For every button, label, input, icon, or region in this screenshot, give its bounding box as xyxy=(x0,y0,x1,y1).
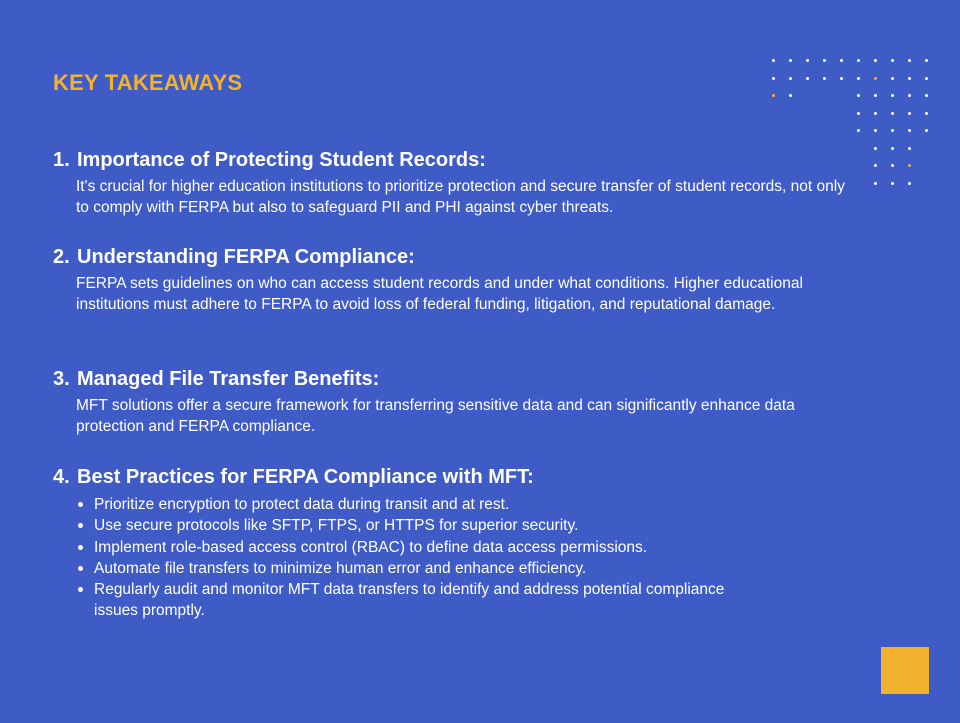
grid-dot xyxy=(908,129,911,132)
list-item: Implement role-based access control (RBAC) to define data access permissions. xyxy=(76,537,774,558)
takeaway-section-2 xyxy=(53,244,853,315)
grid-dot xyxy=(857,59,860,62)
grid-dot xyxy=(908,182,911,185)
section-heading xyxy=(53,464,853,490)
grid-dot xyxy=(806,77,809,80)
grid-dot xyxy=(908,94,911,97)
grid-dot xyxy=(891,182,894,185)
grid-dot xyxy=(874,59,877,62)
section-heading xyxy=(53,147,853,173)
grid-dot xyxy=(874,147,877,150)
section-body: MFT solutions offer a secure framework for transferring sensitive data and can significantly enhance data protection and FERPA compliance. xyxy=(76,397,795,435)
best-practices-list xyxy=(76,494,853,622)
grid-dot xyxy=(772,77,775,80)
grid-dot xyxy=(857,77,860,80)
grid-dot xyxy=(840,77,843,80)
grid-dot xyxy=(925,94,928,97)
section-body: FERPA sets guidelines on who can access student records and under what conditions. Higher educational institutions must adhere to FERPA to avoid loss of federal funding, litigation, and reputational damage. xyxy=(76,275,803,313)
grid-dot xyxy=(823,59,826,62)
grid-dot xyxy=(840,59,843,62)
grid-dot xyxy=(908,164,911,167)
section-title: Understanding FERPA Compliance: xyxy=(77,246,415,268)
grid-dot xyxy=(772,59,775,62)
grid-dot xyxy=(908,147,911,150)
grid-dot xyxy=(908,112,911,115)
grid-dot xyxy=(857,94,860,97)
grid-dot xyxy=(789,94,792,97)
decorative-accent-square xyxy=(881,647,929,694)
list-item: Prioritize encryption to protect data during transit and at rest. xyxy=(76,494,774,515)
section-body: It's crucial for higher education institutions to prioritize protection and secure transfer of student records, not only to comply with FERPA but also to safeguard PII and PHI against cyber threats. xyxy=(76,178,845,216)
takeaway-section-3 xyxy=(53,366,853,437)
grid-dot xyxy=(891,129,894,132)
section-number: 2. xyxy=(53,246,70,268)
grid-dot xyxy=(874,164,877,167)
grid-dot xyxy=(925,129,928,132)
section-number: 1. xyxy=(53,149,70,171)
takeaway-section-1 xyxy=(53,147,853,218)
grid-dot xyxy=(806,59,809,62)
section-title: Managed File Transfer Benefits: xyxy=(77,368,380,390)
list-item: Regularly audit and monitor MFT data transfers to identify and address potential compliance issues promptly. xyxy=(76,579,734,622)
grid-dot xyxy=(823,77,826,80)
list-item: Use secure protocols like SFTP, FTPS, or HTTPS for superior security. xyxy=(76,515,774,536)
grid-dot xyxy=(925,77,928,80)
grid-dot xyxy=(908,59,911,62)
grid-dot xyxy=(874,112,877,115)
grid-dot xyxy=(891,94,894,97)
grid-dot xyxy=(857,129,860,132)
grid-dot xyxy=(874,94,877,97)
grid-dot xyxy=(891,59,894,62)
grid-dot xyxy=(891,112,894,115)
section-heading xyxy=(53,366,853,392)
list-item: Automate file transfers to minimize human error and enhance efficiency. xyxy=(76,558,774,579)
grid-dot xyxy=(925,59,928,62)
section-number: 3. xyxy=(53,368,70,390)
grid-dot xyxy=(874,129,877,132)
page-title: KEY TAKEAWAYS xyxy=(53,70,243,95)
grid-dot xyxy=(925,112,928,115)
grid-dot xyxy=(891,147,894,150)
takeaway-section-4 xyxy=(53,464,853,622)
section-title: Best Practices for FERPA Compliance with MFT: xyxy=(77,466,534,488)
grid-dot xyxy=(891,77,894,80)
grid-dot xyxy=(908,77,911,80)
section-title: Importance of Protecting Student Records: xyxy=(77,149,486,171)
section-number: 4. xyxy=(53,466,70,488)
grid-dot xyxy=(874,182,877,185)
grid-dot xyxy=(857,112,860,115)
grid-dot xyxy=(772,94,775,97)
section-heading xyxy=(53,244,853,270)
grid-dot xyxy=(789,59,792,62)
grid-dot xyxy=(874,77,877,80)
grid-dot xyxy=(789,77,792,80)
grid-dot xyxy=(891,164,894,167)
